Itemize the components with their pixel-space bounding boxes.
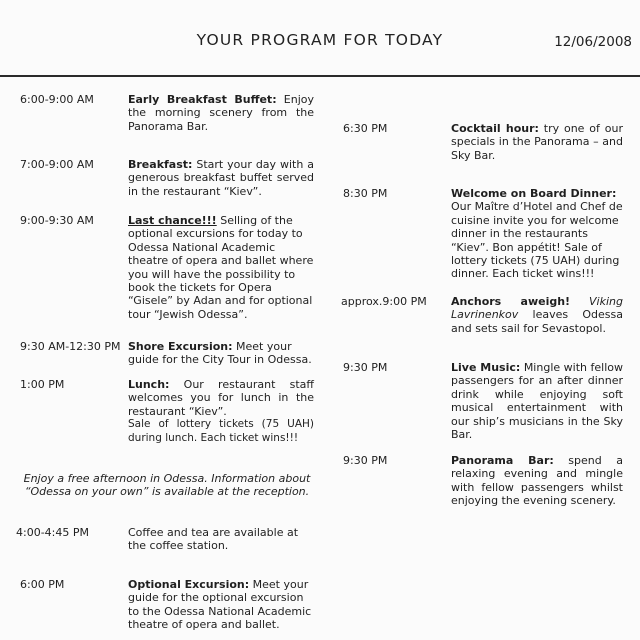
event-text: Meet your guide for the optional excursion to the Odessa National Academic theatre of opera and ballet. [128, 578, 312, 632]
event-heading: Lunch: [128, 378, 170, 391]
header-divider [0, 75, 640, 77]
event-heading: Shore Excursion: [128, 340, 233, 353]
event-text: Mingle with fellow passengers for an after dinner drink while enjoying soft musical entertainment with our ship’s musicians in the Sky Bar. [451, 361, 623, 442]
event-time: 9:30 PM [343, 361, 388, 374]
event-text: Coffee and tea are available at the coffee station. [128, 526, 299, 553]
event-time: 7:00-9:00 AM [20, 158, 94, 171]
event-description [128, 214, 314, 321]
lottery-note: Sale of lottery tickets (75 UAH) during lunch. Each ticket wins!!! [128, 418, 314, 444]
event-description [451, 187, 623, 281]
event-time: 6:00-9:00 AM [20, 93, 94, 106]
event-text: try one of our specials in the Panorama – and Sky Bar. [451, 122, 623, 162]
event-description [128, 378, 314, 445]
event-heading: Cocktail hour: [451, 122, 539, 135]
event-time: 9:30 PM [343, 454, 388, 467]
event-description [451, 361, 623, 441]
event-description [128, 578, 314, 632]
page-title: YOUR PROGRAM FOR TODAY [196, 31, 444, 49]
event-text: Our Maître d’Hotel and Chef de cuisine invite you for welcome dinner in the restaurants “Kiev”. Bon appétit! Sale of lottery tickets (75 UAH) during dinner. Each ticket wins!!! [451, 200, 623, 281]
event-time: 9:30 AM-12:30 PM [20, 340, 121, 353]
event-text: Our restaurant staff welcomes you for lunch in the restaurant “Kiev”. [128, 378, 314, 418]
event-text: Start your day with a generous breakfast buffet served in the restaurant “Kiev”. [128, 158, 314, 198]
free-afternoon-note: Enjoy a free afternoon in Odessa. Information about “Odessa on your own” is available at the reception. [23, 472, 311, 499]
event-time: 1:00 PM [20, 378, 65, 391]
event-description [128, 93, 314, 133]
event-heading: Anchors aweigh! [451, 295, 571, 308]
event-text: Enjoy the morning scenery from the Panorama Bar. [128, 93, 314, 133]
event-time: 6:30 PM [343, 122, 388, 135]
ship-name: Viking Lavrinenkov [451, 295, 623, 322]
event-description [451, 295, 623, 335]
event-heading: Welcome on Board Dinner: [451, 187, 617, 200]
event-description [451, 454, 623, 508]
event-time: 6:00 PM [20, 578, 65, 591]
event-time: 9:00-9:30 AM [20, 214, 94, 227]
event-description [451, 122, 623, 162]
event-description [128, 340, 314, 367]
event-description [128, 526, 314, 553]
event-heading: Early Breakfast Buffet: [128, 93, 277, 106]
event-heading: Live Music: [451, 361, 521, 374]
event-heading: Last chance!!! [128, 214, 217, 227]
event-heading: Panorama Bar: [451, 454, 554, 467]
event-heading: Breakfast: [128, 158, 193, 171]
event-text: spend a relaxing evening and mingle with fellow passengers whilst enjoying the evening scenery. [451, 454, 623, 508]
event-text: Meet your guide for the City Tour in Odessa. [128, 340, 312, 367]
event-heading: Optional Excursion: [128, 578, 250, 591]
event-time: approx.9:00 PM [341, 295, 427, 308]
event-description [128, 158, 314, 198]
event-text: leaves Odessa and sets sail for Sevastopol. [451, 308, 623, 335]
event-time: 8:30 PM [343, 187, 388, 200]
event-text: Selling of the optional excursions for today to Odessa National Academic theatre of opera and ballet where you will have the possibility to book the tickets for Opera “Gisele” by Adan and for optional tour “Jewish Odessa”. [128, 214, 314, 321]
event-time: 4:00-4:45 PM [16, 526, 89, 539]
program-date: 12/06/2008 [554, 34, 632, 50]
